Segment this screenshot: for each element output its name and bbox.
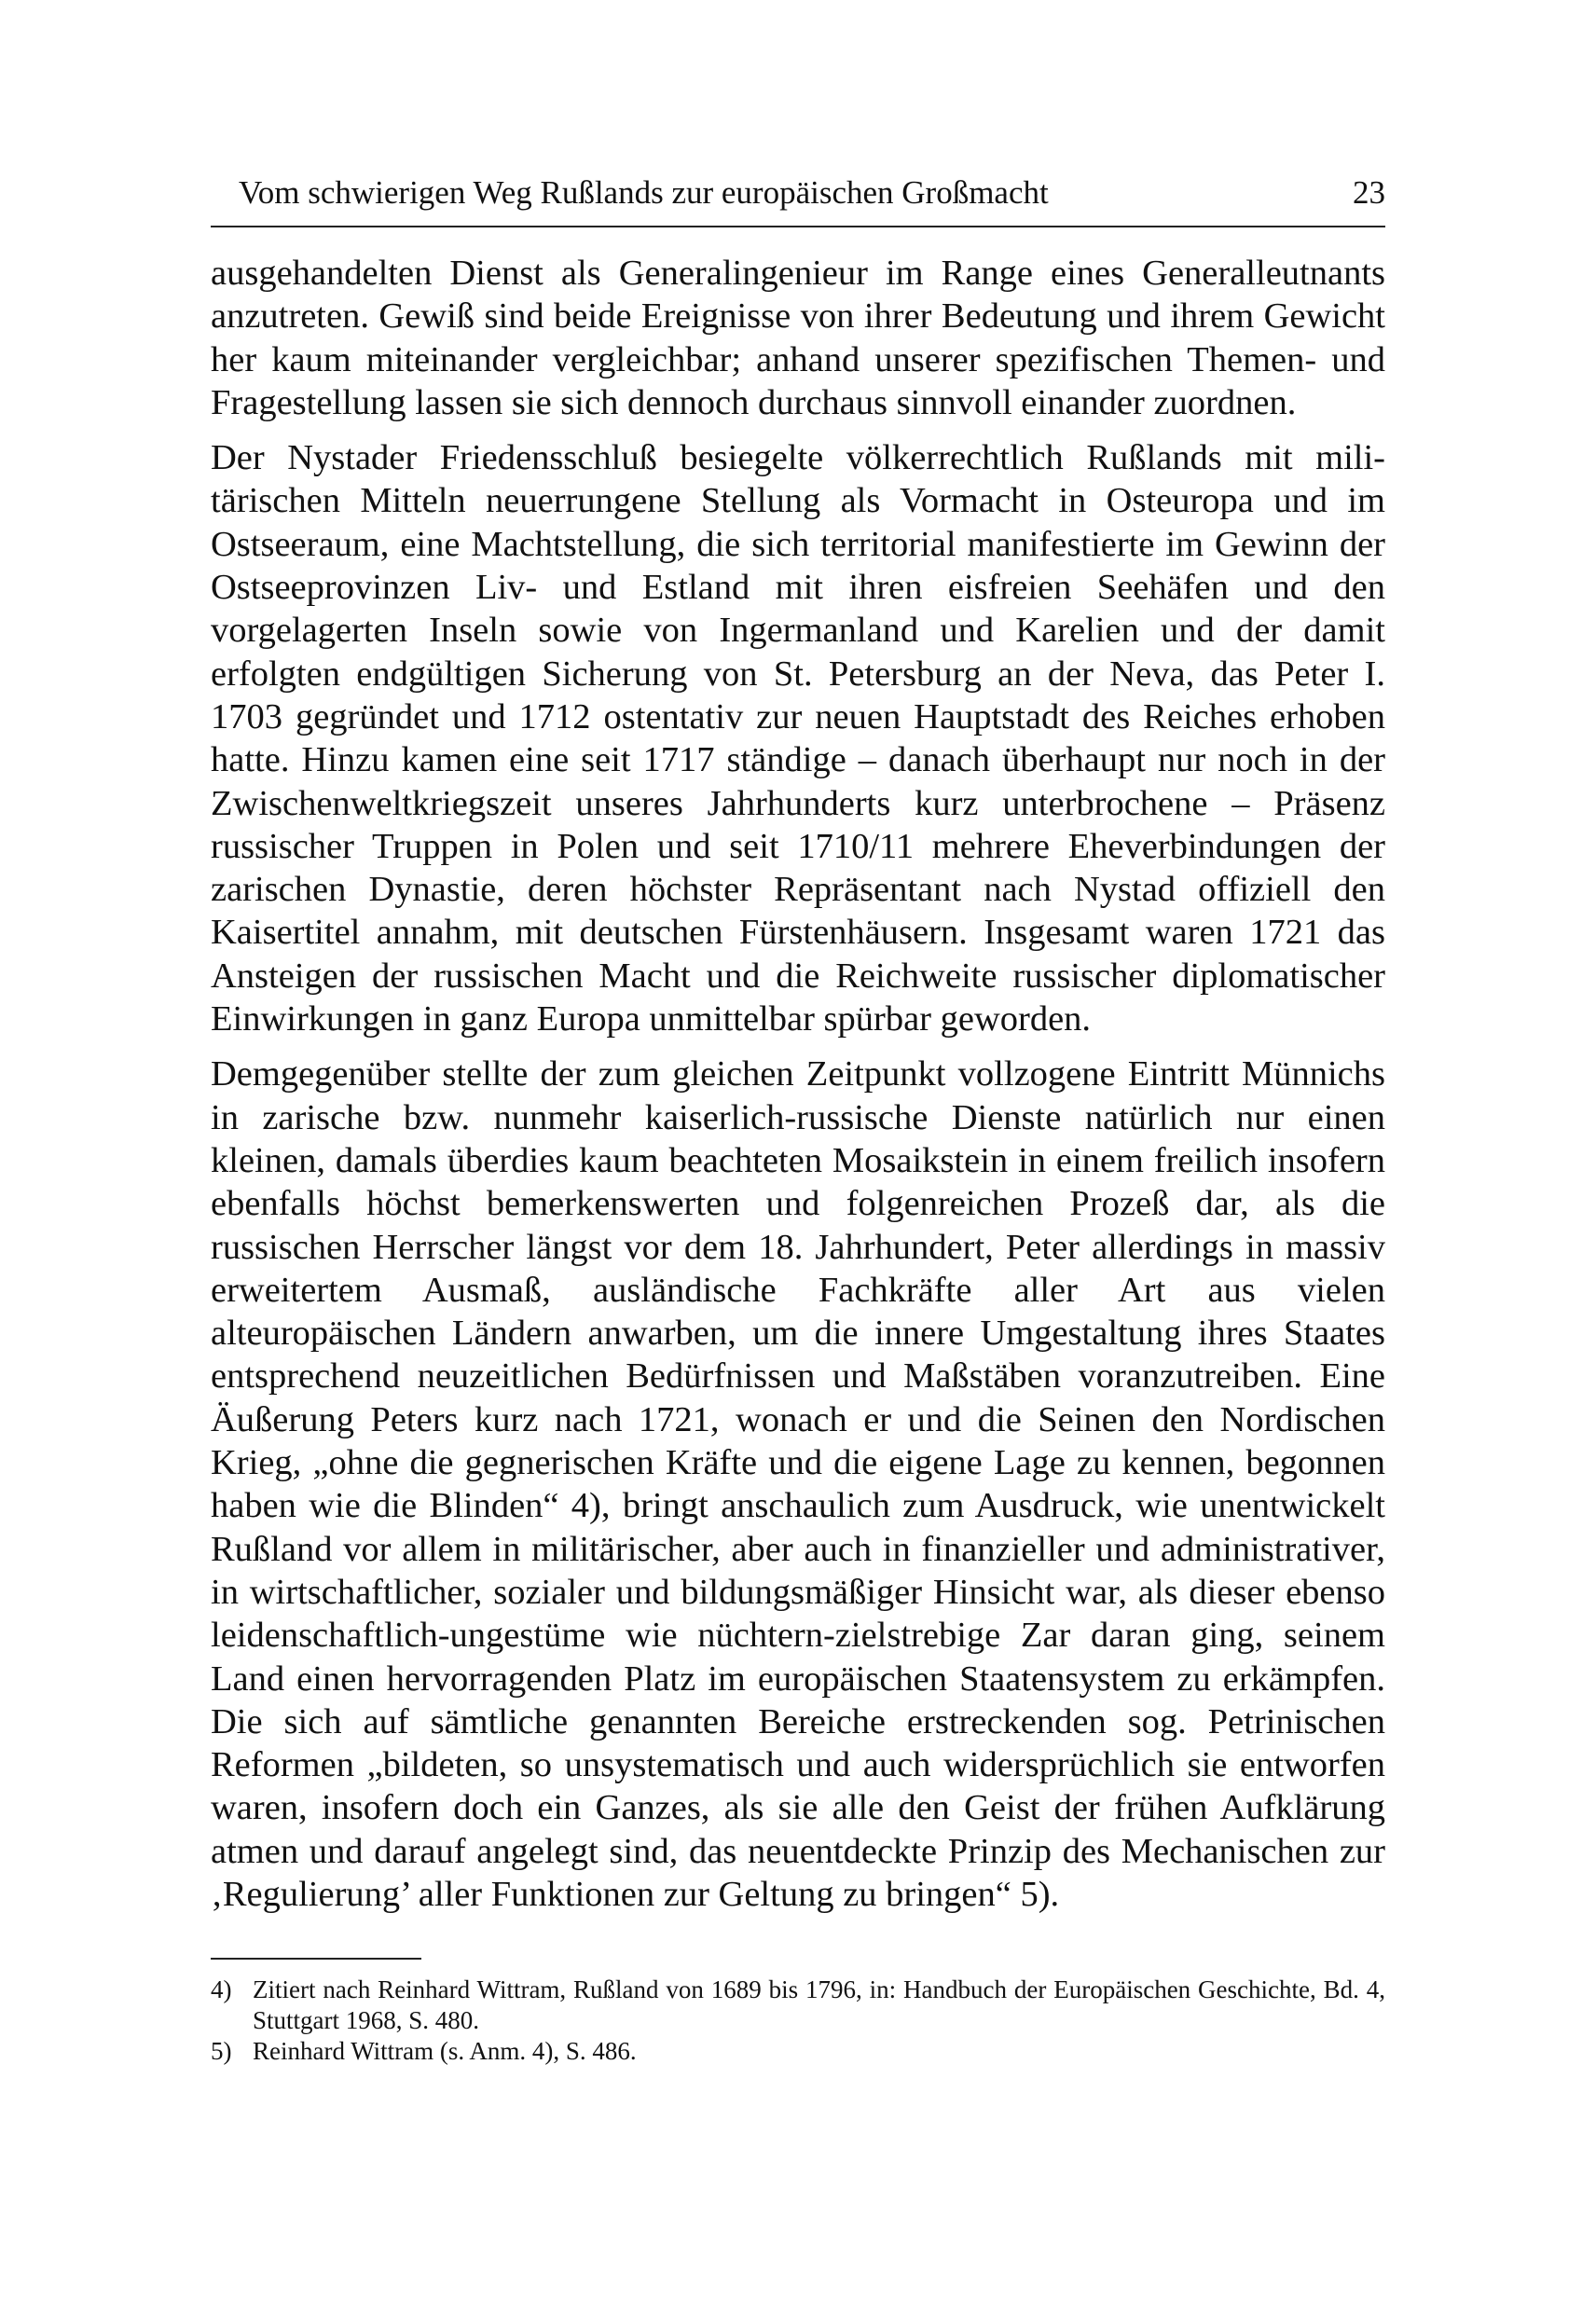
page-header xyxy=(211,170,1385,216)
body-text xyxy=(211,252,1385,1928)
footnote-text: Zitiert nach Reinhard Wittram, Rußland von 1689 bis 1796, in: Handbuch der Europäischen Geschichte, Bd. 4, Stuttgart 1968, S. 480. xyxy=(253,1975,1385,2034)
footnote-4 xyxy=(211,1975,1385,2036)
header-rule xyxy=(211,226,1385,227)
footnote-text: Reinhard Wittram (s. Anm. 4), S. 486. xyxy=(253,2037,637,2065)
page-number: 23 xyxy=(1353,174,1385,211)
footnote-marker: 4) xyxy=(211,1975,232,2003)
footnote-5 xyxy=(211,2036,1385,2067)
running-title: Vom schwierigen Weg Rußlands zur europäischen Großmacht xyxy=(239,174,1049,211)
footnote-marker: 5) xyxy=(211,2037,232,2065)
paragraph-2: Der Nystader Friedensschluß besiegelte völkerrechtlich Rußlands mit militärischen Mitteln neuerrungene Stellung als Vormacht in Osteuropa und im Ostseeraum, eine Machtstellung, die sich territorial manifestierte im Gewinn der Ostseeprovinzen Liv- und Estland mit ihren eisfreien Seehäfen und den vorgelagerten Inseln sowie von Ingermanland und Karelien und der damit erfolgten endgültigen Sicherung von St. Petersburg an der Neva, das Peter I. 1703 gegründet und 1712 ostentativ zur neuen Hauptstadt des Reiches erhoben hatte. Hinzu kamen eine seit 1717 ständige – danach überhaupt nur noch in der Zwischenweltkriegszeit unseres Jahrhunderts kurz unterbrochene – Präsenz russischer Truppen in Polen und seit 1710/11 mehrere Eheverbindungen der zarischen Dynastie, deren höchster Repräsentant nach Nystad offiziell den Kaisertitel annahm, mit deutschen Fürstenhäusern. Insgesamt waren 1721 das Ansteigen der russischen Macht und die Reichweite russischer diplomatischer Einwirkungen in ganz Europa unmittelbar spürbar geworden. xyxy=(211,438,1385,1039)
footnotes xyxy=(211,1975,1385,2067)
paragraph-1: ausgehandelten Dienst als Generalingenieur im Range eines Generalleutnants anzutreten. Gewiß sind beide Ereignisse von ihrer Bedeutung und ihrem Gewicht her kaum miteinander vergleichbar; anhand unserer spezifischen Themen- und Fragestellung lassen sie sich dennoch durchaus sinnvoll einander zuordnen. xyxy=(211,254,1385,422)
footnote-rule xyxy=(211,1958,421,1960)
paragraph-3: Demgegenüber stellte der zum gleichen Zeitpunkt vollzogene Eintritt Münnichs in zarische bzw. nunmehr kaiserlich-russische Dienste natürlich nur einen kleinen, damals überdies kaum beachteten Mosaikstein in einem freilich insofern ebenfalls höchst bemerkenswerten und folgenreichen Prozeß dar, als die russischen Herrscher längst vor dem 18. Jahrhundert, Peter allerdings in massiv erweitertem Ausmaß, ausländische Fachkräfte aller Art aus vielen alteuropäischen Ländern anwarben, um die innere Umgestaltung ihres Staates entsprechend neuzeitlichen Bedürfnissen und Maßstäben voranzutreiben. Eine Äußerung Peters kurz nach 1721, wonach er und die Seinen den Nordischen Krieg, „ohne die gegnerischen Kräfte und die eigene Lage zu kennen, begonnen haben wie die Blinden“ 4), bringt anschaulich zum Ausdruck, wie unentwickelt Rußland vor allem in militärischer, aber auch in finanzieller und administrativer, in wirtschaftlicher, sozialer und bildungsmäßiger Hinsicht war, als dieser ebenso leidenschaftlich-ungestüme wie nüchtern-zielstrebige Zar daran ging, seinem Land einen hervorragenden Platz im europäischen Staatensystem zu erkämpfen. Die sich auf sämtliche genannten Bereiche erstreckenden sog. Petrinischen Reformen „bildeten, so unsystematisch und auch widersprüchlich sie entworfen waren, insofern doch ein Ganzes, als sie alle den Geist der frühen Aufklärung atmen und darauf angelegt sind, das neuentdeckte Prinzip des Mechanischen zur ‚Regulierung’ aller Funktionen zur Geltung zu bringen“ 5). xyxy=(211,1054,1385,1914)
